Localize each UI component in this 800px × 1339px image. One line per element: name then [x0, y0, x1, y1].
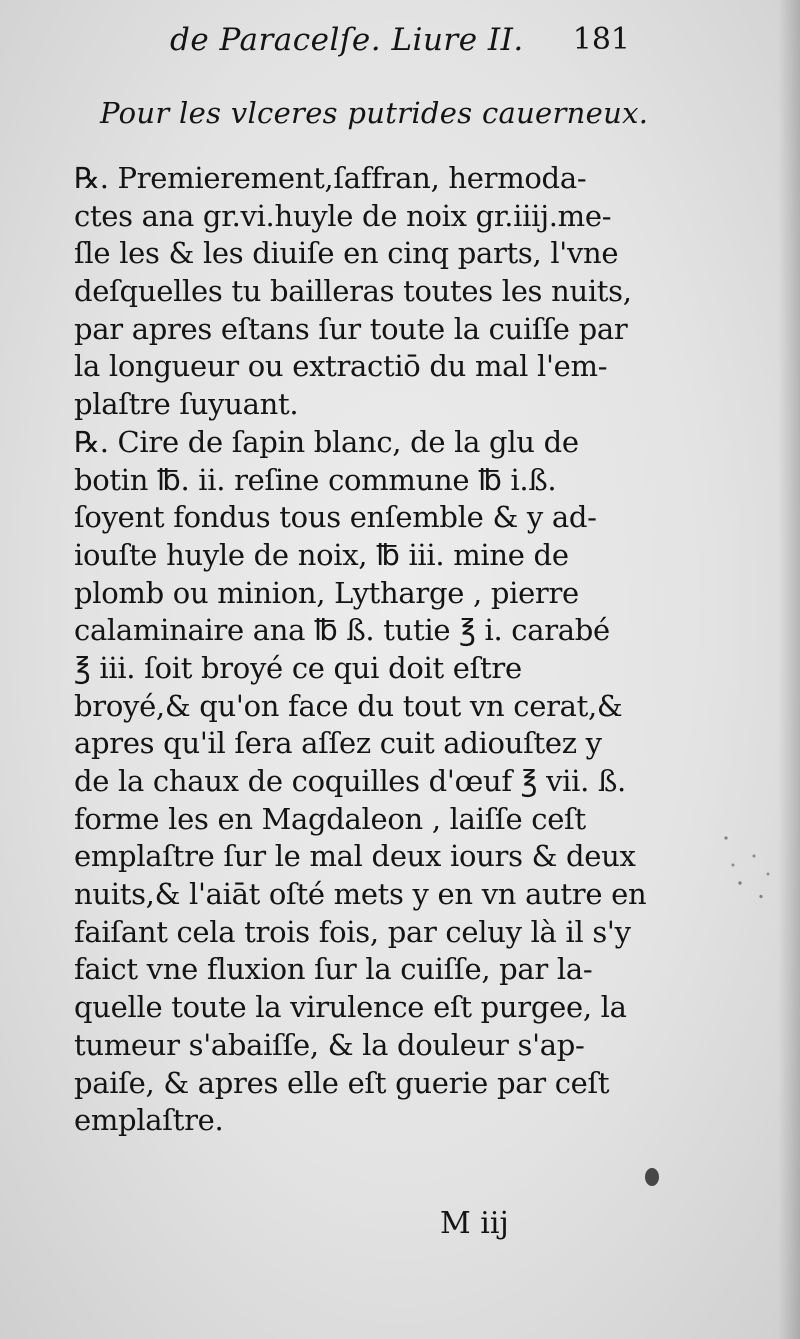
page-number: 181 [572, 22, 630, 57]
text-line: quelle toute la virulence eſt purgee, la [74, 990, 627, 1025]
text-line: calaminaire ana ℔ ß. tutie ℥ i. carabé [74, 613, 610, 648]
running-head [170, 22, 630, 66]
text-line: par apres eſtans ſur toute la cuiſſe par [74, 311, 628, 346]
text-line: deſquelles tu bailleras toutes les nuits, [74, 274, 632, 309]
text-line: apres qu'il ſera aſſez cuit adiouſtez y [74, 726, 602, 761]
text-line: faiſant cela trois fois, par celuy là il s'y [74, 914, 631, 949]
text-line: tumeur s'abaiſſe, & la douleur s'ap- [74, 1027, 585, 1062]
text-line: faict vne fluxion ſur la cuiſſe, par la- [74, 952, 593, 987]
text-line: ſoyent fondus tous enſemble & y ad- [74, 500, 597, 535]
text-line: broyé,& qu'on face du tout vn cerat,& [74, 688, 623, 723]
text-line: iouſte huyle de noix, ℔ iii. mine de [74, 537, 569, 572]
text-line: la longueur ou extractiō du mal l'em- [74, 349, 608, 384]
body-text [74, 160, 654, 1140]
text-line: botin ℔. ii. reſine commune ℔ i.ß. [74, 462, 557, 497]
text-line: ſle les & les diuiſe en cinq parts, l'vne [74, 236, 619, 271]
running-title: de Paracelſe. Liure II. [170, 22, 524, 58]
text-line: paiſe, & apres elle eſt guerie par ceſt [74, 1065, 610, 1100]
page-edge-shadow [778, 0, 800, 1339]
text-line: plaſtre ſuyuant. [74, 387, 299, 422]
ink-speckle [712, 820, 782, 910]
text-line: emplaſtre ſur le mal deux iours & deux [74, 839, 636, 874]
text-line: ℞. Premierement,ſaffran, hermoda- [74, 161, 587, 195]
text-line: ℥ iii. ſoit broyé ce qui doit eſtre [74, 650, 522, 685]
text-line: forme les en Magdaleon , laiſſe ceſt [74, 801, 586, 836]
signature-mark: M iij [440, 1206, 509, 1241]
text-line: de la chaux de coquilles d'œuf ℥ vii. ß. [74, 764, 626, 798]
ink-blot [645, 1168, 659, 1186]
text-line: emplaſtre. [74, 1103, 224, 1138]
text-line: ℞. Cire de ſapin blanc, de la glu de [74, 424, 579, 459]
text-line: ctes ana gr.vi.huyle de noix gr.iiij.me- [74, 198, 612, 233]
section-title: Pour les vlceres putrides cauerneux. [100, 96, 649, 130]
text-line: nuits,& l'aiāt oſté mets y en vn autre en [74, 877, 647, 912]
text-line: plomb ou minion, Lytharge , pierre [74, 575, 579, 610]
